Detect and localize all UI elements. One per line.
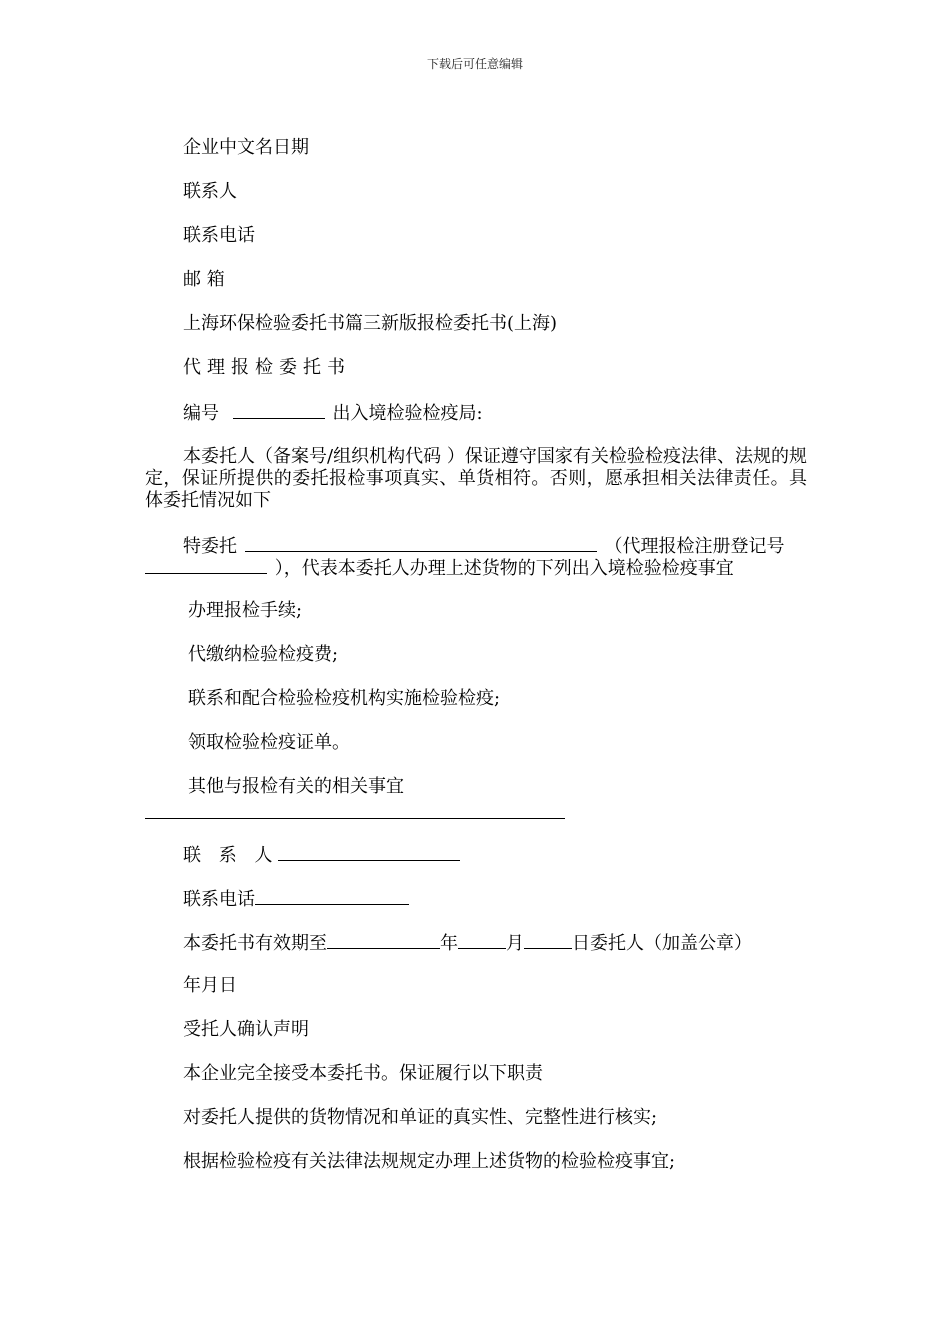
number-line — [183, 401, 483, 425]
phone-label: 联系电话 — [183, 889, 255, 910]
number-blank — [233, 401, 325, 419]
contact-line: 联系人 — [183, 181, 237, 202]
special-entrust-line — [183, 534, 784, 558]
special-entrust-line-2 — [145, 556, 734, 580]
phone-blank — [255, 887, 409, 905]
mailbox-line: 邮 箱 — [183, 269, 225, 290]
confirmation-intro: 本企业完全接受本委托书。保证履行以下职责 — [183, 1063, 543, 1084]
duty-item: 根据检验检疫有关法律法规规定办理上述货物的检验检疫事宜; — [183, 1151, 676, 1172]
validity-month: 月 — [506, 933, 524, 954]
commitment-paragraph: 本委托人（备案号/组织机构代码 ）保证遵守国家有关检验检疫法律、法规的规定，保证所提供的委托报检事项真实、单货相符。否则，愿承担相关法律责任。具体委托情况如下 — [145, 446, 807, 511]
list-item: 其他与报检有关的相关事宜 — [188, 776, 404, 797]
special-label: 特委托 — [183, 536, 237, 557]
special-tail: ），代表本委托人办理上述货物的下列出入境检验检疫事宜 — [274, 558, 734, 579]
contact-phone-line: 联系电话 — [183, 225, 255, 246]
other-matters-blank — [145, 818, 565, 819]
list-item: 联系和配合检验检疫机构实施检验检疫; — [188, 688, 501, 709]
registration-number-blank — [145, 556, 267, 574]
duty-item: 对委托人提供的货物情况和单证的真实性、完整性进行核实; — [183, 1107, 658, 1128]
list-item: 代缴纳检验检疫费; — [188, 644, 339, 665]
title-line: 上海环保检验委托书篇三新版报检委托书(上海) — [183, 313, 558, 334]
confirmation-title: 受托人确认声明 — [183, 1019, 309, 1040]
company-date-line: 企业中文名日期 — [183, 137, 309, 158]
number-suffix: 出入境检验检疫局: — [332, 403, 483, 424]
page-header: 下载后可任意编辑 — [426, 57, 523, 71]
phone-line — [183, 887, 409, 911]
contact-person-label: 联 系 人 — [183, 845, 279, 866]
validity-line — [183, 931, 752, 955]
contact-person-line — [183, 843, 460, 867]
validity-date-blank — [327, 931, 440, 949]
validity-month-blank — [458, 931, 506, 949]
number-label: 编号 — [183, 403, 219, 424]
list-item: 办理报检手续; — [188, 600, 303, 621]
agent-name-blank — [245, 534, 597, 552]
validity-tail: 日委托人（加盖公章） — [572, 933, 752, 954]
date-line: 年月日 — [183, 975, 237, 996]
validity-label: 本委托书有效期至 — [183, 933, 327, 954]
list-item: 领取检验检疫证单。 — [188, 732, 350, 753]
contact-person-blank — [278, 843, 460, 861]
special-mid: （代理报检注册登记号 — [604, 536, 785, 557]
validity-year: 年 — [440, 933, 458, 954]
validity-day-blank — [524, 931, 572, 949]
document-title: 代理报检委托书 — [183, 357, 351, 378]
